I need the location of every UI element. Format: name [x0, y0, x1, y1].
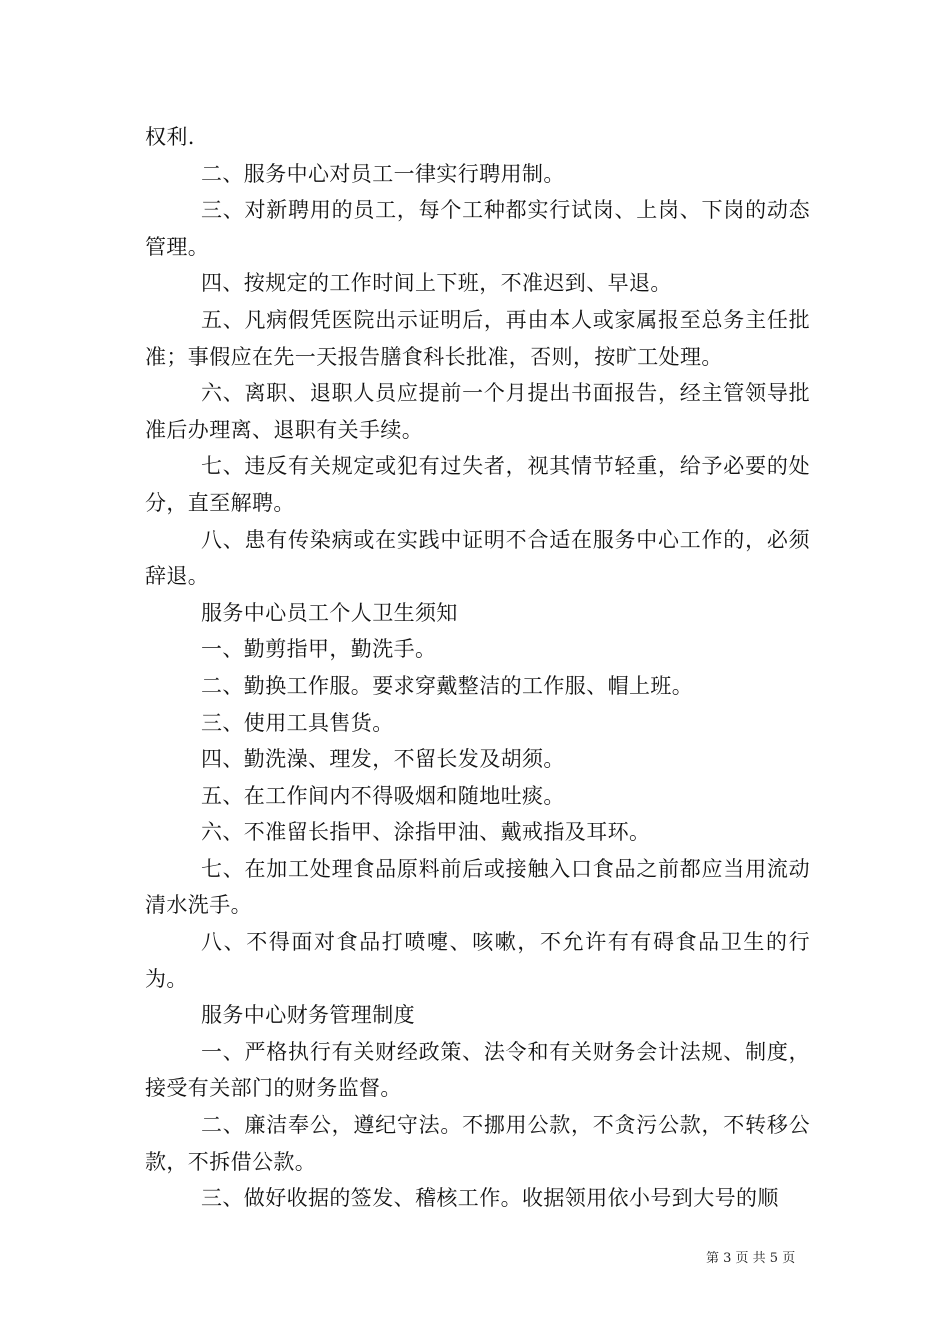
paragraph: 四、勤洗澡、理发，不留长发及胡须。 [201, 747, 565, 772]
paragraph: 四、按规定的工作时间上下班，不准迟到、早退。 [201, 271, 672, 296]
paragraph: 八、不得面对食品打喷嚏、咳嗽，不允许有有碍食品卫生的行为。 [145, 930, 810, 991]
paragraph: 三、做好收据的签发、稽核工作。收据领用依小号到大号的顺 [201, 1186, 779, 1211]
document-body [145, 119, 810, 1217]
section-heading: 服务中心财务管理制度 [201, 1003, 415, 1028]
paragraph: 七、违反有关规定或犯有过失者，视其情节轻重，给予必要的处分，直至解聘。 [145, 454, 810, 515]
section-heading: 服务中心员工个人卫生须知 [201, 600, 458, 625]
paragraph: 七、在加工处理食品原料前后或接触入口食品之前都应当用流动清水洗手。 [145, 856, 810, 918]
page-number-footer [706, 1247, 795, 1266]
paragraph: 六、离职、退职人员应提前一个月提出书面报告，经主管领导批准后办理离、退职有关手续。 [145, 381, 810, 442]
paragraph: 二、廉洁奉公，遵纪守法。不挪用公款，不贪污公款，不转移公款，不拆借公款。 [145, 1113, 810, 1174]
paragraph: 三、对新聘用的员工，每个工种都实行试岗、上岗、下岗的动态管理。 [145, 198, 810, 259]
paragraph: 五、在工作间内不得吸烟和随地吐痰。 [201, 783, 565, 808]
paragraph: 五、凡病假凭医院出示证明后，再由本人或家属报至总务主任批准；事假应在先一天报告膳食科长批准，否则，按旷工处理。 [145, 307, 810, 369]
paragraph: 三、使用工具售货。 [201, 710, 394, 735]
page-number-label: 第 3 页 共 5 页 [706, 1251, 796, 1266]
paragraph: 六、不准留长指甲、涂指甲油、戴戒指及耳环。 [201, 820, 651, 845]
paragraph: 权利. [145, 125, 195, 149]
paragraph: 一、严格执行有关财经政策、法令和有关财务会计法规、制度，接受有关部门的财务监督。 [145, 1039, 810, 1101]
paragraph: 一、勤剪指甲，勤洗手。 [201, 637, 437, 662]
paragraph: 二、服务中心对员工一律实行聘用制。 [201, 161, 565, 186]
paragraph: 二、勤换工作服。要求穿戴整洁的工作服、帽上班。 [201, 673, 694, 698]
paragraph: 八、患有传染病或在实践中证明不合适在服务中心工作的，必须辞退。 [145, 527, 810, 589]
